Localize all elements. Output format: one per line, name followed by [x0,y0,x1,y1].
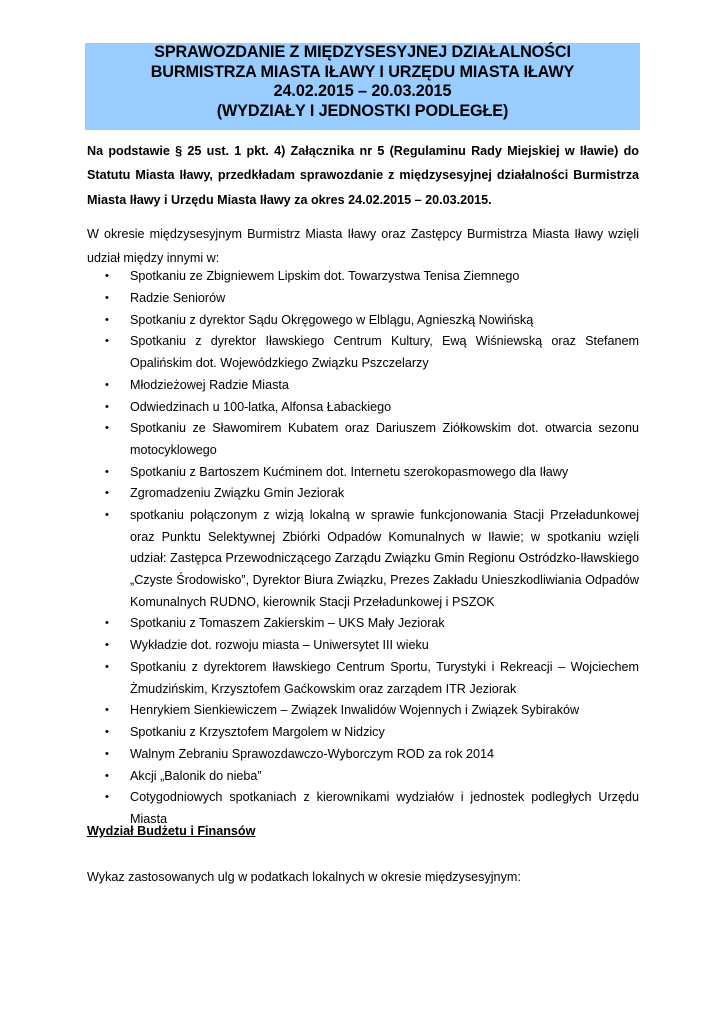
list-item-text: Spotkaniu ze Sławomirem Kubatem oraz Dariuszem Ziółkowskim dot. otwarcia sezonu motocyklowego [130,421,639,457]
bullet-icon: • [105,747,109,760]
list-item-text: Spotkaniu z Krzysztofem Margolem w Nidzicy [130,725,385,740]
list-item [0,722,639,744]
legal-basis-paragraph: Na podstawie § 25 ust. 1 pkt. 4) Załącznika nr 5 (Regulaminu Rady Miejskiej w Iławie) do Statutu Miasta Iławy, przedkładam sprawozdanie z międzysesyjnej działalności Burmistrza Miasta Iławy i Urzędu Miasta Iławy za okres 24.02.2015 – 20.03.2015. [87,144,639,207]
list-item [0,766,639,788]
list-item-text: Radzie Seniorów [130,290,226,305]
list-item-text: Spotkaniu z Bartoszem Kućminem dot. Internetu szerokopasmowego dla Iławy [130,464,569,479]
list-item-text: Młodzieżowej Radzie Miasta [130,377,289,392]
bullet-icon: • [105,465,109,478]
list-item-text: Spotkaniu z dyrektorem Iławskiego Centrum Sportu, Turystyki i Rekreacji – Wojciechem Żmudzińskim, Krzysztofem Gaćkowskim oraz zarządem ITR Jeziorak [130,659,639,696]
bullet-icon: • [105,422,109,435]
list-item [0,462,639,484]
list-item-text: spotkaniu połączonym z wizją lokalną w sprawie funkcjonowania Stacji Przeładunkowej oraz Punktu Selektywnej Zbiórki Odpadów Komunalnych w Iławie; w spotkaniu wzięli udział: Zastępca Przewodniczącego Zarządu Związku Gmin Regionu Ostródzko-Iławskiego „Czyste Środowisko”, Dyrektor Biura Związku, Prezes Zakładu Unieszkodliwiania Odpadów Komunalnych RUDNO, kierownik Stacji Przeładunkowej i PSZOK [130,508,639,609]
list-item-text: Henrykiem Sienkiewiczem – Związek Inwalidów Wojennych i Związek Sybiraków [130,703,580,718]
list-item [0,505,639,613]
bullet-icon: • [105,335,109,348]
closing-paragraph: Wykaz zastosowanych ulg w podatkach lokalnych w okresie międzysesyjnym: [87,870,521,884]
list-item [0,657,639,700]
bullet-icon: • [105,617,109,630]
bullet-icon: • [105,270,109,282]
list-item-text: Cotygodniowych spotkaniach z kierownikami wydziałów i jednostek podległych Urzędu Miasta [130,790,639,827]
list-item [0,397,639,419]
list-item [0,266,639,288]
list-item-text: Odwiedzinach u 100-latka, Alfonsa Łabackiego [130,399,392,414]
list-item-text: Walnym Zebraniu Sprawozdawczo-Wyborczym ROD za rok 2014 [130,746,495,761]
list-item-text: Akcji „Balonik do nieba” [130,768,262,783]
bullet-icon: • [105,726,109,739]
bullet-icon: • [105,791,109,804]
report-title-banner [85,43,640,130]
list-item-text: Zgromadzeniu Związku Gmin Jeziorak [130,486,345,501]
activities-list [0,266,725,831]
list-item [0,613,639,635]
title-line: SPRAWOZDANIE Z MIĘDZYSESYJNEJ DZIAŁALNOŚCI [154,43,571,61]
bullet-icon: • [105,400,109,413]
bullet-icon: • [105,378,109,391]
list-item-text: Spotkaniu z dyrektor Sądu Okręgowego w Elblągu, Agnieszką Nowińską [130,312,534,327]
list-item-text: Spotkaniu z Tomaszem Zakierskim – UKS Mały Jeziorak [130,616,445,631]
list-item [0,310,639,332]
title-line: (WYDZIAŁY I JEDNOSTKI PODLEGŁE) [216,101,509,120]
list-item [0,635,639,657]
list-item [0,744,639,766]
bullet-icon: • [105,487,109,500]
bullet-icon: • [105,313,109,326]
lead-paragraph: W okresie międzysesyjnym Burmistrz Miasta Iławy oraz Zastępcy Burmistrza Miasta Iławy wzięli udział między innymi w: [87,227,639,266]
bullet-icon: • [105,509,109,522]
list-item [0,288,639,310]
list-item-text: Spotkaniu z dyrektor Iławskiego Centrum Kultury, Ewą Wiśniewską oraz Stefanem Opalińskim dot. Wojewódzkiego Związku Pszczelarzy [130,334,639,370]
list-item [0,418,639,461]
bullet-icon: • [105,291,109,304]
list-item-text: Wykładzie dot. rozwoju miasta – Uniwersytet III wieku [130,638,429,653]
title-line: BURMISTRZA MIASTA IŁAWY I URZĘDU MIASTA IŁAWY [150,62,575,81]
list-item [0,375,639,397]
list-item [0,331,639,374]
bullet-icon: • [105,704,109,717]
section-heading-budget: Wydział Budżetu i Finansów [87,824,256,838]
bullet-icon: • [105,769,109,782]
list-item-text: Spotkaniu ze Zbigniewem Lipskim dot. Towarzystwa Tenisa Ziemnego [130,269,520,283]
list-item [0,483,639,505]
list-item [0,700,639,722]
bullet-icon: • [105,639,109,652]
bullet-icon: • [105,660,109,673]
title-line: 24.02.2015 – 20.03.2015 [273,82,452,100]
